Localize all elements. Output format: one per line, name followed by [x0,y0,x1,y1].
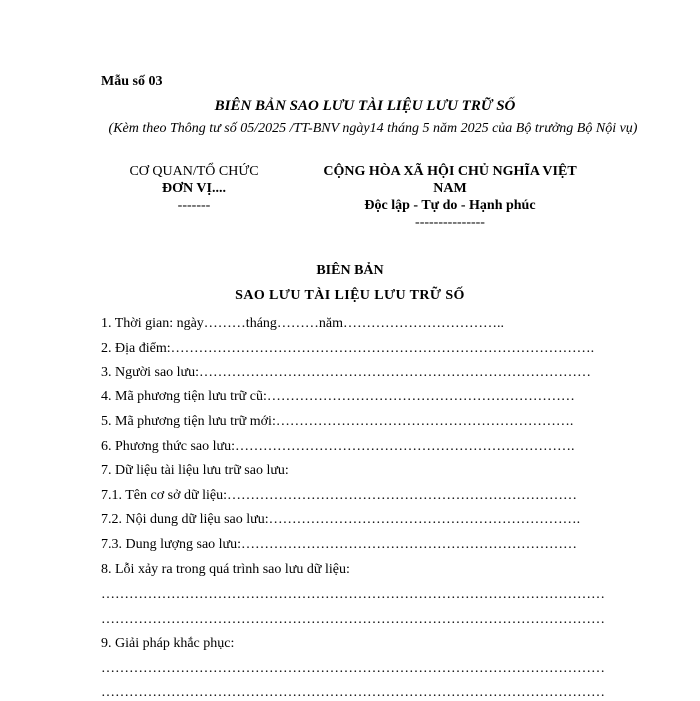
national-heading-block [305,163,595,231]
field-solution-line2: ……………………………………………………………………………………………… [101,685,605,700]
field-location: 2. Địa điểm:………………………………………………………………………………. [101,341,595,356]
field-backup-data-heading: 7. Dữ liệu tài liệu lưu trữ sao lưu: [101,463,289,478]
field-old-media-code: 4. Mã phương tiện lưu trữ cũ:………………………………………………………… [101,389,575,404]
field-backup-method: 6. Phương thức sao lưu:………………………………………………………………. [101,439,575,454]
organization-block [105,163,283,214]
field-time: 1. Thời gian: ngày………tháng………năm…………………………….. [101,316,505,331]
field-backup-person: 3. Người sao lưu:………………………………………………………………………… [101,365,592,380]
field-solution-heading: 9. Giải pháp khắc phục: [101,636,235,651]
field-backup-size: 7.3. Dung lượng sao lưu:……………………………………………………………… [101,537,578,552]
field-new-media-code: 5. Mã phương tiện lưu trữ mới:………………………………………………………. [101,414,574,429]
field-database-name: 7.1. Tên cơ sở dữ liệu:………………………………………………………………… [101,488,577,503]
document-subtitle: (Kèm theo Thông tư số 05/2025 /TT-BNV ngày14 tháng 5 năm 2025 của Bộ trưởng Bộ Nội vụ) [108,121,638,136]
field-errors-line2: ……………………………………………………………………………………………… [101,612,605,627]
org-rule: ------- [177,198,211,213]
field-errors-heading: 8. Lỗi xảy ra trong quá trình sao lưu dữ liệu: [101,562,350,577]
org-name-line1: CƠ QUAN/TỔ CHỨC [129,164,259,179]
org-name-line2: ĐƠN VỊ.... [162,181,226,196]
national-rule: --------------- [415,215,485,230]
field-errors-line1: ……………………………………………………………………………………………… [101,587,605,602]
national-name-line1: CỘNG HÒA XÃ HỘI CHỦ NGHĨA VIỆT [323,164,577,179]
national-motto: Độc lập - Tự do - Hạnh phúc [364,198,536,213]
national-name-line2: NAM [433,181,467,196]
form-code: Mẫu số 03 [101,74,163,89]
document-title: BIÊN BẢN SAO LƯU TÀI LIỆU LƯU TRỮ SỐ [214,98,516,114]
minutes-subtitle: SAO LƯU TÀI LIỆU LƯU TRỮ SỐ [235,288,465,303]
field-solution-line1: ……………………………………………………………………………………………… [101,661,605,676]
field-backup-content: 7.2. Nội dung dữ liệu sao lưu:…………………………………………………………. [101,512,581,527]
minutes-title: BIÊN BẢN [316,263,384,278]
